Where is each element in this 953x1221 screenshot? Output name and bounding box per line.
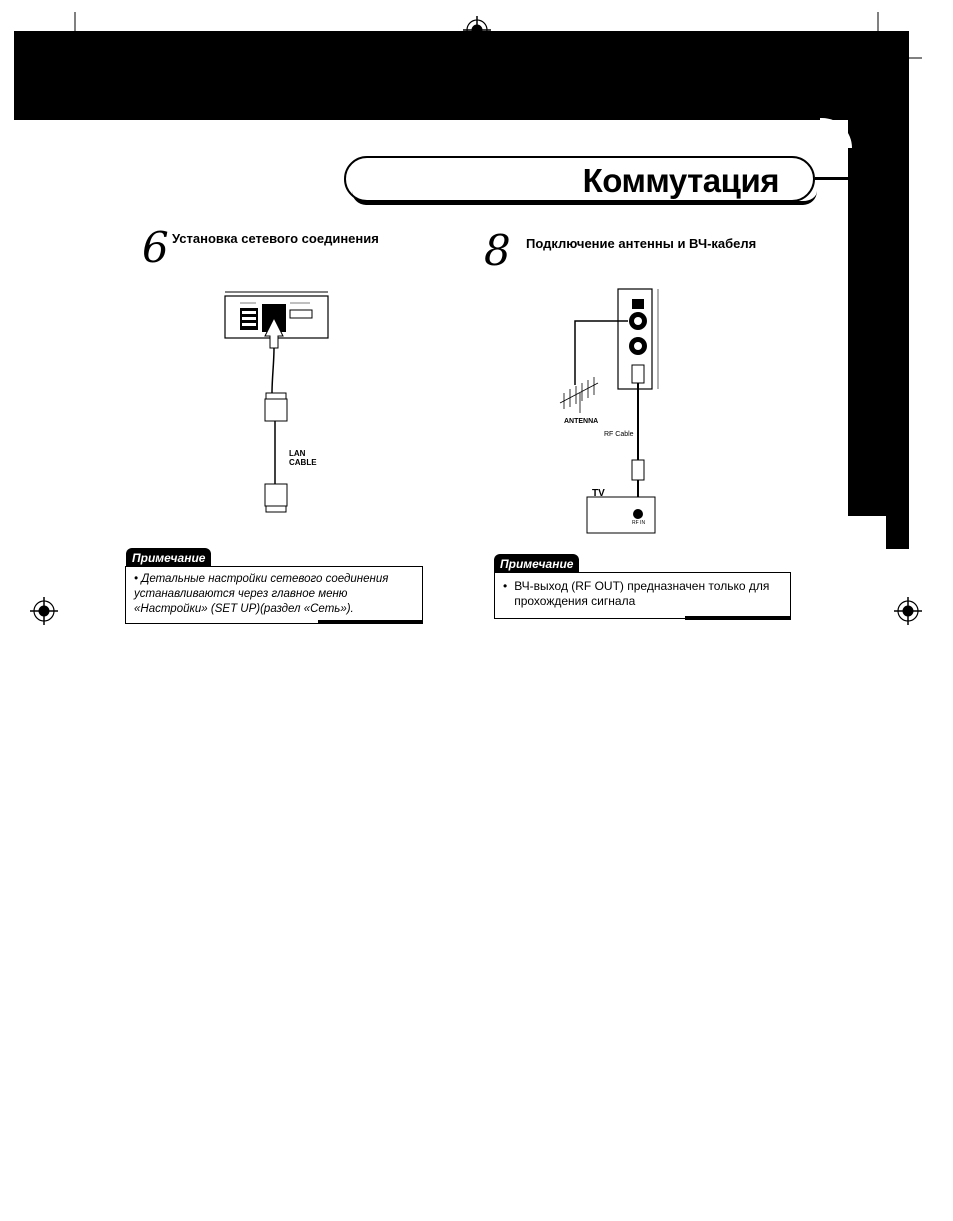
note-bullet: •	[503, 579, 508, 593]
tv-label: TV	[592, 488, 605, 499]
note-tag: Примечание	[126, 548, 211, 568]
side-bar	[848, 118, 909, 516]
rf-cable-label: RF Cable	[604, 431, 634, 438]
section-number: 6	[142, 223, 169, 272]
section-number: 8	[484, 226, 511, 275]
antenna-label: ANTENNA	[564, 418, 599, 425]
note-box	[494, 572, 791, 619]
note-text: • Детальные настройки сетевого соединения устанавливаются через главное меню «Настройки» (SET UP)(раздел «Сеть»).	[134, 573, 389, 615]
note-underline	[685, 616, 791, 620]
side-tab	[886, 516, 909, 549]
registration-mark-left	[30, 597, 58, 625]
page-title: Коммутация	[582, 162, 779, 199]
note-text: ВЧ-выход (RF OUT) предназначен только для прохождения сигнала	[514, 579, 770, 608]
section-title: Подключение антенны и ВЧ-кабеля	[526, 236, 757, 251]
note-underline	[318, 620, 423, 624]
note-tag: Примечание	[494, 554, 579, 574]
section-title: Установка сетевого соединения	[172, 231, 379, 246]
lan-connection-diagram	[220, 288, 340, 518]
title-connector-line	[815, 177, 850, 180]
lan-cable-label: LAN CABLE	[289, 449, 317, 467]
rf-in-label: RF IN	[632, 520, 646, 526]
title-pill	[344, 156, 815, 202]
registration-mark-right	[894, 597, 922, 625]
header-banner	[14, 31, 909, 120]
antenna-connection-diagram	[550, 285, 670, 537]
note-box	[125, 566, 423, 624]
